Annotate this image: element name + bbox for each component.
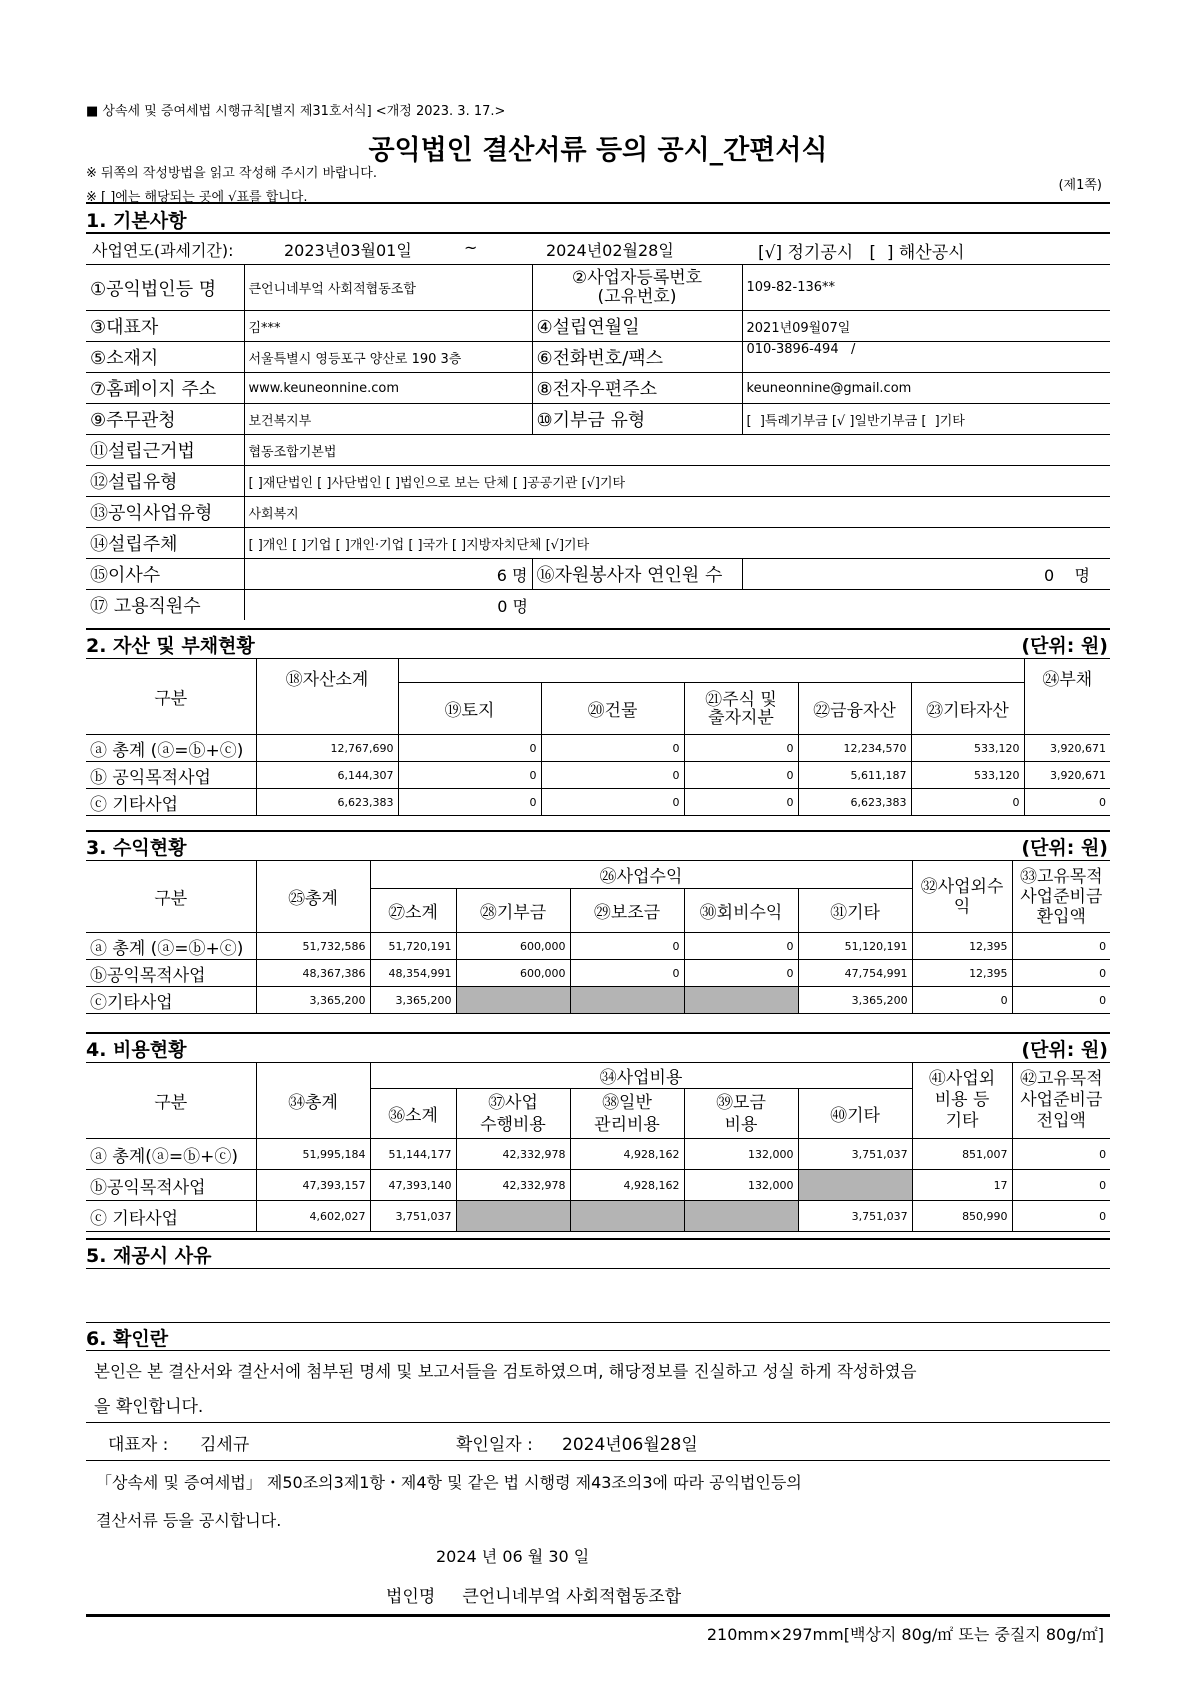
- public-business-type: 사회복지: [244, 497, 1110, 528]
- value-cell: 51,144,177: [370, 1139, 456, 1170]
- value-cell: [684, 987, 798, 1014]
- value-cell: 0: [684, 960, 798, 987]
- reserve-transfer-header: ㊷고유목적 사업준비금 전입액: [1012, 1063, 1110, 1139]
- volunteers-label: ⑯자원봉사자 연인원 수: [532, 559, 742, 590]
- row-label: ⓐ 총계(ⓐ=ⓑ+ⓒ): [86, 1139, 256, 1170]
- table-row: [86, 960, 1110, 987]
- value-cell: 6,144,307: [256, 762, 398, 789]
- value-cell: 6,623,383: [256, 789, 398, 816]
- est-date: 2021년09월07일: [742, 311, 1110, 342]
- employees-count: 0 명: [244, 590, 532, 621]
- org-name: 큰언니네부엌 사회적협동조합: [244, 265, 532, 311]
- section-divider: [86, 1460, 1110, 1461]
- bizno: 109-82-136**: [742, 265, 1110, 311]
- row-label: ⓒ 기타사업: [86, 1201, 256, 1232]
- value-cell: 4,928,162: [570, 1170, 684, 1201]
- email: keuneonnine@gmail.com: [742, 373, 1110, 404]
- section-divider: [86, 1322, 1110, 1323]
- rep: 김***: [244, 311, 532, 342]
- other-expense-header: ㊵기타: [798, 1089, 912, 1139]
- table-row: [86, 789, 1110, 816]
- value-cell: 0: [398, 762, 541, 789]
- value-cell: 0: [1012, 1139, 1110, 1170]
- section-divider: [86, 1032, 1110, 1034]
- value-cell: 600,000: [456, 933, 570, 960]
- value-cell: 0: [570, 960, 684, 987]
- value-cell: 0: [541, 789, 684, 816]
- section-2-header: [86, 631, 1110, 658]
- value-cell: 12,767,690: [256, 735, 398, 762]
- confirmation-text-line1: 본인은 본 결산서와 결산서에 첨부된 명세 및 보고서들을 검토하였으며, 해당정보를 진실하고 성실 하게 작성하였음: [94, 1362, 917, 1381]
- value-cell: 4,928,162: [570, 1139, 684, 1170]
- asset-total-header: ⑱자산소계: [256, 659, 398, 735]
- period-separator: ~: [464, 238, 478, 257]
- value-cell: 533,120: [911, 762, 1024, 789]
- revenue-table: [86, 860, 1110, 1014]
- row-label: ⓐ 총계 (ⓐ=ⓑ+ⓒ): [86, 933, 256, 960]
- value-cell: 48,354,991: [370, 960, 456, 987]
- section-4-title: 4. 비용현황: [86, 1039, 187, 1061]
- table-row: [86, 1139, 1110, 1170]
- corporation-name: 큰언니네부엌 사회적협동조합: [462, 1587, 682, 1607]
- value-cell: 0: [541, 762, 684, 789]
- fiscal-period-row: [86, 238, 1110, 262]
- other-revenue-header: ㉛기타: [798, 889, 912, 933]
- table-row: [86, 987, 1110, 1014]
- value-cell: 0: [912, 987, 1012, 1014]
- tel-fax: [742, 342, 1110, 373]
- confirm-date-label: 확인일자 :: [456, 1435, 533, 1455]
- period-label: 사업연도(과세기간):: [92, 241, 234, 260]
- section-divider: [86, 628, 1110, 630]
- value-cell: 17: [912, 1170, 1012, 1201]
- section-3-header: [86, 833, 1110, 860]
- fax-separator: /: [851, 342, 856, 357]
- website: www.keuneonnine.com: [244, 373, 532, 404]
- debt-header: ㉔부채: [1024, 659, 1110, 735]
- employees-label: ⑰ 고용직원수: [86, 590, 244, 621]
- legal-basis: 협동조합기본법: [244, 435, 1110, 466]
- other-asset-header: ㉓기타자산: [911, 683, 1024, 735]
- value-cell: 51,995,184: [256, 1139, 370, 1170]
- table-row: [86, 762, 1110, 789]
- row-label: ⓐ 총계 (ⓐ=ⓑ+ⓒ): [86, 735, 256, 762]
- value-cell: 0: [684, 789, 798, 816]
- grant-header: ㉙보조금: [570, 889, 684, 933]
- value-cell: 600,000: [456, 960, 570, 987]
- corporation-label: 법인명: [386, 1587, 436, 1607]
- table-row: [86, 1170, 1110, 1201]
- non-business-expense-header: ㊶사업외 비용 등 기타: [912, 1063, 1012, 1139]
- section-4-header: [86, 1035, 1110, 1062]
- confirm-date: 2024년06월28일: [562, 1435, 698, 1455]
- value-cell: 47,393,140: [370, 1170, 456, 1201]
- row-label: ⓑ 공익목적사업: [86, 762, 256, 789]
- value-cell: 0: [570, 933, 684, 960]
- publication-date: 2024 년 06 월 30 일: [436, 1547, 590, 1566]
- value-cell: 3,920,671: [1024, 762, 1110, 789]
- value-cell: 0: [684, 762, 798, 789]
- value-cell: [798, 1170, 912, 1201]
- founder: [ ]개인 [ ]기업 [ ]개인·기업 [ ]국가 [ ]지방자치단체 [√]기타: [244, 528, 1110, 559]
- stock-header: ㉑주식 및 출자지분: [684, 683, 798, 735]
- value-cell: 3,365,200: [256, 987, 370, 1014]
- revenue-total-header: ㉕총계: [256, 861, 370, 933]
- business-expense-header: ㉞사업비용: [370, 1063, 912, 1089]
- document-title: 공익법인 결산서류 등의 공시_간편서식: [368, 135, 828, 166]
- value-cell: 0: [1012, 933, 1110, 960]
- establishment-type-label: ⑫설립유형: [86, 466, 244, 497]
- value-cell: 12,395: [912, 933, 1012, 960]
- section-1-title: 1. 기본사항: [86, 210, 187, 232]
- directors-count: 6 명: [244, 559, 532, 590]
- expense-table: [86, 1062, 1110, 1232]
- value-cell: 12,395: [912, 960, 1012, 987]
- section-5-title: 5. 재공시 사유: [86, 1245, 212, 1267]
- value-cell: 0: [684, 735, 798, 762]
- tel: 010-3896-494: [746, 342, 839, 357]
- footer-divider: [86, 1614, 1110, 1617]
- period-start: 2023년03월01일: [284, 241, 412, 260]
- value-cell: 3,365,200: [370, 987, 456, 1014]
- basic-info-table: [86, 264, 1110, 620]
- corporation-row: [386, 1582, 681, 1607]
- row-label: ⓒ 기타사업: [86, 789, 256, 816]
- ministry-label: ⑨주무관청: [86, 404, 244, 435]
- value-cell: 3,751,037: [798, 1139, 912, 1170]
- section-divider: [86, 202, 1110, 204]
- note-instructions: ※ 뒤쪽의 작성방법을 읽고 작성해 주시기 바랍니다.: [86, 166, 377, 181]
- expense-subtotal-header: ㊱소계: [370, 1089, 456, 1139]
- value-cell: [684, 1201, 798, 1232]
- fundraising-cost-header: ㊴모금 비용: [684, 1089, 798, 1139]
- value-cell: 3,751,037: [370, 1201, 456, 1232]
- ministry: 보건복지부: [244, 404, 532, 435]
- value-cell: 0: [398, 735, 541, 762]
- email-label: ⑧전자우편주소: [532, 373, 742, 404]
- donation-type: [ ]특례기부금 [√ ]일반기부금 [ ]기타: [742, 404, 1110, 435]
- value-cell: 42,332,978: [456, 1139, 570, 1170]
- financial-asset-header: ㉒금융자산: [798, 683, 911, 735]
- table-row: [86, 1201, 1110, 1232]
- disclosure-type: [√] 정기공시 [ ] 해산공시: [758, 243, 965, 263]
- legal-statement-line1: 「상속세 및 증여세법」 제50조의3제1항・제4항 및 같은 법 시행령 제43조의3에 따라 공익법인등의: [96, 1473, 802, 1492]
- website-label: ⑦홈페이지 주소: [86, 373, 244, 404]
- value-cell: 4,602,027: [256, 1201, 370, 1232]
- expense-total-header: ㉞총계: [256, 1063, 370, 1139]
- section-3-title: 3. 수익현황: [86, 837, 187, 859]
- value-cell: 47,754,991: [798, 960, 912, 987]
- confirmation-text-line2: 을 확인합니다.: [94, 1397, 204, 1417]
- section-divider: [86, 1350, 1110, 1351]
- value-cell: [570, 987, 684, 1014]
- building-header: ⑳건물: [541, 683, 684, 735]
- gubun-header: 구분: [86, 861, 256, 933]
- row-label: ⓑ공익목적사업: [86, 960, 256, 987]
- value-cell: 0: [911, 789, 1024, 816]
- address-label: ⑤소재지: [86, 342, 244, 373]
- execution-cost-header: ㊲사업 수행비용: [456, 1089, 570, 1139]
- value-cell: 0: [684, 933, 798, 960]
- value-cell: 0: [398, 789, 541, 816]
- value-cell: 0: [1012, 1201, 1110, 1232]
- section-2-unit: (단위: 원): [1021, 635, 1108, 657]
- value-cell: 42,332,978: [456, 1170, 570, 1201]
- value-cell: [456, 987, 570, 1014]
- public-business-type-label: ⑬공익사업유형: [86, 497, 244, 528]
- est-date-label: ④설립연월일: [532, 311, 742, 342]
- rep-label: ③대표자: [86, 311, 244, 342]
- value-cell: 51,120,191: [798, 933, 912, 960]
- value-cell: 0: [541, 735, 684, 762]
- table-row: [86, 735, 1110, 762]
- row-label: ⓒ기타사업: [86, 987, 256, 1014]
- value-cell: 0: [1012, 1170, 1110, 1201]
- value-cell: 0: [1012, 960, 1110, 987]
- section-4-unit: (단위: 원): [1021, 1039, 1108, 1061]
- admin-cost-header: ㊳일반 관리비용: [570, 1089, 684, 1139]
- address: 서울특별시 영등포구 양산로 190 3층: [244, 342, 532, 373]
- table-row: [86, 933, 1110, 960]
- value-cell: [456, 1201, 570, 1232]
- value-cell: 47,393,157: [256, 1170, 370, 1201]
- section-divider: [86, 830, 1110, 832]
- value-cell: 3,751,037: [798, 1201, 912, 1232]
- reserve-reversal-header: ㉝고유목적사업준비금환입액: [1012, 861, 1110, 933]
- value-cell: 6,623,383: [798, 789, 911, 816]
- section-6-title: 6. 확인란: [86, 1328, 169, 1350]
- establishment-type: [ ]재단법인 [ ]사단법인 [ ]법인으로 보는 단체 [ ]공공기관 [√]기타: [244, 466, 1110, 497]
- section-divider: [86, 232, 1110, 234]
- value-cell: 850,990: [912, 1201, 1012, 1232]
- value-cell: 3,365,200: [798, 987, 912, 1014]
- gubun-header: 구분: [86, 1063, 256, 1139]
- value-cell: 51,720,191: [370, 933, 456, 960]
- section-divider: [86, 1422, 1110, 1423]
- business-revenue-header: ㉖사업수익: [370, 861, 912, 889]
- rep-name: 김세규: [200, 1435, 250, 1455]
- page-number: (제1쪽): [1058, 178, 1102, 193]
- org-name-label: ①공익법인등 명: [86, 265, 244, 311]
- bizno-label: ②사업자등록번호 (고유번호): [532, 265, 742, 311]
- row-label: ⓑ공익목적사업: [86, 1170, 256, 1201]
- membership-fee-header: ㉚회비수익: [684, 889, 798, 933]
- value-cell: 48,367,386: [256, 960, 370, 987]
- volunteers-count: 0 명: [742, 559, 1110, 590]
- assets-table: [86, 658, 1110, 816]
- section-divider: [86, 1238, 1110, 1240]
- donation-header: ㉘기부금: [456, 889, 570, 933]
- paper-spec: 210mm×297mm[백상지 80g/㎡ 또는 중질지 80g/㎡]: [706, 1625, 1104, 1644]
- land-header: ⑲토지: [398, 683, 541, 735]
- rep-name-label: 대표자 :: [108, 1435, 169, 1455]
- founder-label: ⑭설립주체: [86, 528, 244, 559]
- value-cell: 851,007: [912, 1139, 1012, 1170]
- revenue-subtotal-header: ㉗소계: [370, 889, 456, 933]
- gubun-header: 구분: [86, 659, 256, 735]
- value-cell: 3,920,671: [1024, 735, 1110, 762]
- note-checkmark: ※ [ ]에는 해당되는 곳에 √표를 합니다.: [86, 190, 308, 205]
- period-end: 2024년02월28일: [546, 241, 674, 260]
- section-divider: [86, 1268, 1110, 1269]
- section-2-title: 2. 자산 및 부채현황: [86, 635, 255, 657]
- section-3-unit: (단위: 원): [1021, 837, 1108, 859]
- form-reference: ■ 상속세 및 증여세법 시행규칙[별지 제31호서식] <개정 2023. 3. 17.>: [86, 104, 506, 119]
- value-cell: 0: [1024, 789, 1110, 816]
- tel-label: ⑥전화번호/팩스: [532, 342, 742, 373]
- value-cell: 5,611,187: [798, 762, 911, 789]
- value-cell: 132,000: [684, 1170, 798, 1201]
- donation-type-label: ⑩기부금 유형: [532, 404, 742, 435]
- legal-statement-line2: 결산서류 등을 공시합니다.: [96, 1511, 282, 1530]
- legal-basis-label: ⑪설립근거법: [86, 435, 244, 466]
- value-cell: 51,732,586: [256, 933, 370, 960]
- directors-label: ⑮이사수: [86, 559, 244, 590]
- value-cell: 0: [1012, 987, 1110, 1014]
- value-cell: 132,000: [684, 1139, 798, 1170]
- value-cell: 533,120: [911, 735, 1024, 762]
- value-cell: [570, 1201, 684, 1232]
- value-cell: 12,234,570: [798, 735, 911, 762]
- non-business-revenue-header: ㉜사업외수익: [912, 861, 1012, 933]
